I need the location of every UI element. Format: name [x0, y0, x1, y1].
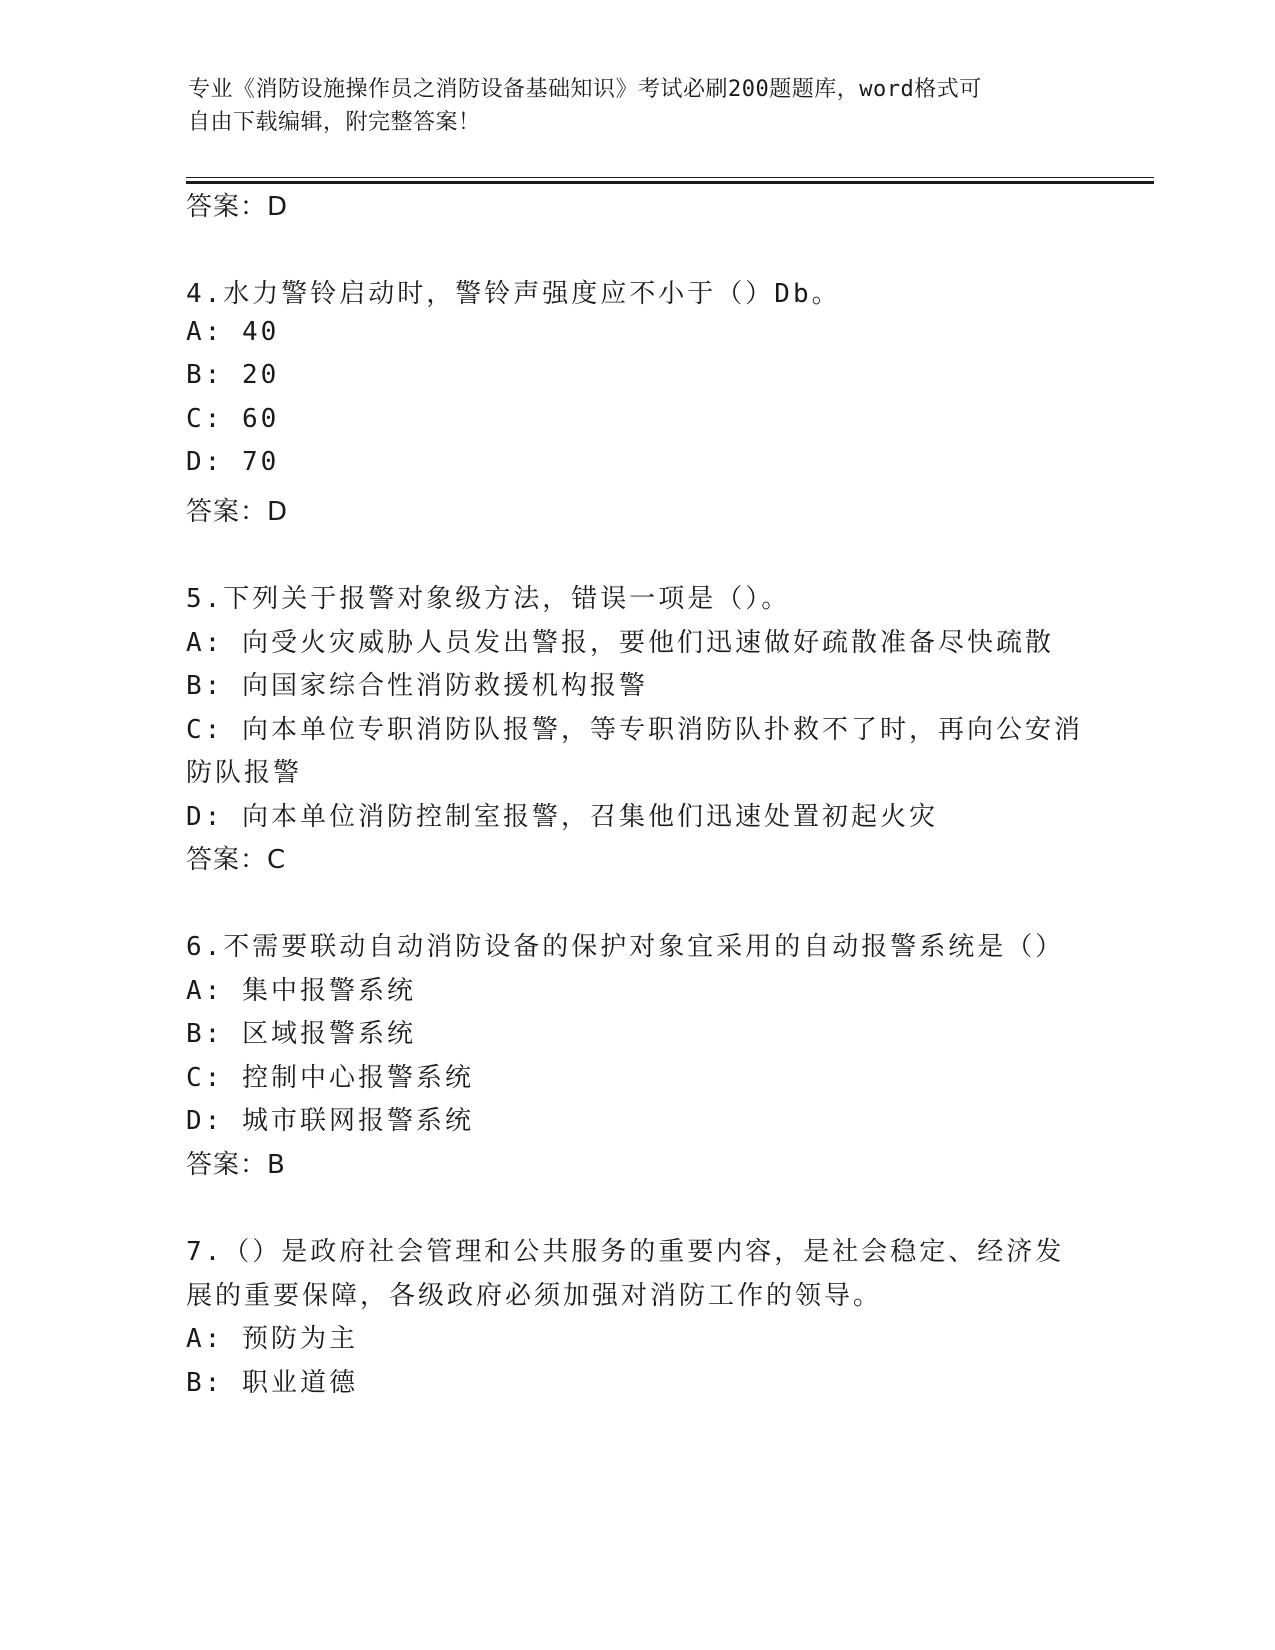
question-stem: 4.水力警铃启动时，警铃声强度应不小于（）Db。 — [186, 279, 841, 309]
question-option: B: 区域报警系统 — [186, 1019, 416, 1049]
question-option: C: 向本单位专职消防队报警，等专职消防队扑救不了时，再向公安消 — [186, 715, 1083, 745]
question-option: A: 向受火灾威胁人员发出警报，要他们迅速做好疏散准备尽快疏散 — [186, 628, 1054, 658]
answer-line: 答案：C — [186, 845, 287, 875]
header-line-1: 专业《消防设施操作员之消防设备基础知识》考试必刷200题题库，word格式可 — [188, 77, 982, 102]
answer-line: 答案：D — [186, 497, 289, 527]
question-option: A: 集中报警系统 — [186, 976, 416, 1006]
document-header — [188, 73, 1088, 139]
question-option: B: 向国家综合性消防救援机构报警 — [186, 671, 648, 701]
question-option: A: 预防为主 — [186, 1324, 358, 1354]
question-option: C: 控制中心报警系统 — [186, 1063, 474, 1093]
header-divider-thick — [186, 181, 1154, 184]
question-stem: 6.不需要联动自动消防设备的保护对象宜采用的自动报警系统是（） — [186, 932, 1065, 962]
answer-line: 答案：B — [186, 1150, 286, 1180]
question-option: D: 70 — [186, 447, 280, 477]
question-option: B: 职业道德 — [186, 1368, 358, 1398]
question-option: B: 20 — [186, 360, 280, 390]
question-option-continuation: 防队报警 — [186, 758, 303, 788]
question-stem: 5.下列关于报警对象级方法，错误一项是（）。 — [186, 584, 791, 614]
header-divider-thin — [186, 177, 1154, 178]
answer-line: 答案：D — [186, 192, 289, 222]
question-stem-continuation: 展的重要保障，各级政府必须加强对消防工作的领导。 — [186, 1281, 883, 1311]
header-line-2: 自由下载编辑，附完整答案！ — [188, 110, 481, 135]
question-option: D: 向本单位消防控制室报警，召集他们迅速处置初起火灾 — [186, 802, 938, 832]
question-option: C: 60 — [186, 404, 280, 434]
question-option: D: 城市联网报警系统 — [186, 1106, 474, 1136]
question-option: A: 40 — [186, 317, 280, 347]
question-stem: 7.（）是政府社会管理和公共服务的重要内容，是社会稳定、经济发 — [186, 1237, 1065, 1267]
